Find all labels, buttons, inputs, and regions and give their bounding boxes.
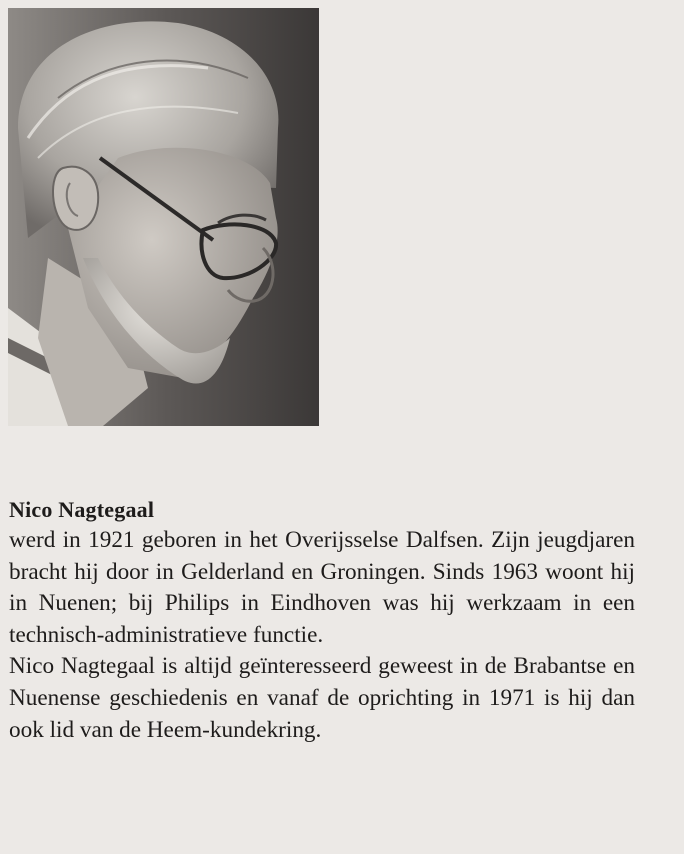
biography [9, 494, 635, 746]
person-name: Nico Nagtegaal [9, 497, 155, 522]
portrait-photo [8, 8, 319, 426]
biography-paragraph-2: Nico Nagtegaal is altijd geïnteresseerd geweest in de Brabantse en Nuenense geschiedenis en vanaf de oprichting in 1971 is hij dan ook lid van de Heem-kundekring. [9, 653, 635, 743]
biography-paragraph-1: werd in 1921 geboren in het Overijsselse Dalfsen. Zijn jeugdjaren bracht hij door in Gelderland en Groningen. Sinds 1963 woont hij in Nuenen; bij Philips in Eindhoven was hij werkzaam in een technisch-administratieve functie. [9, 527, 635, 648]
